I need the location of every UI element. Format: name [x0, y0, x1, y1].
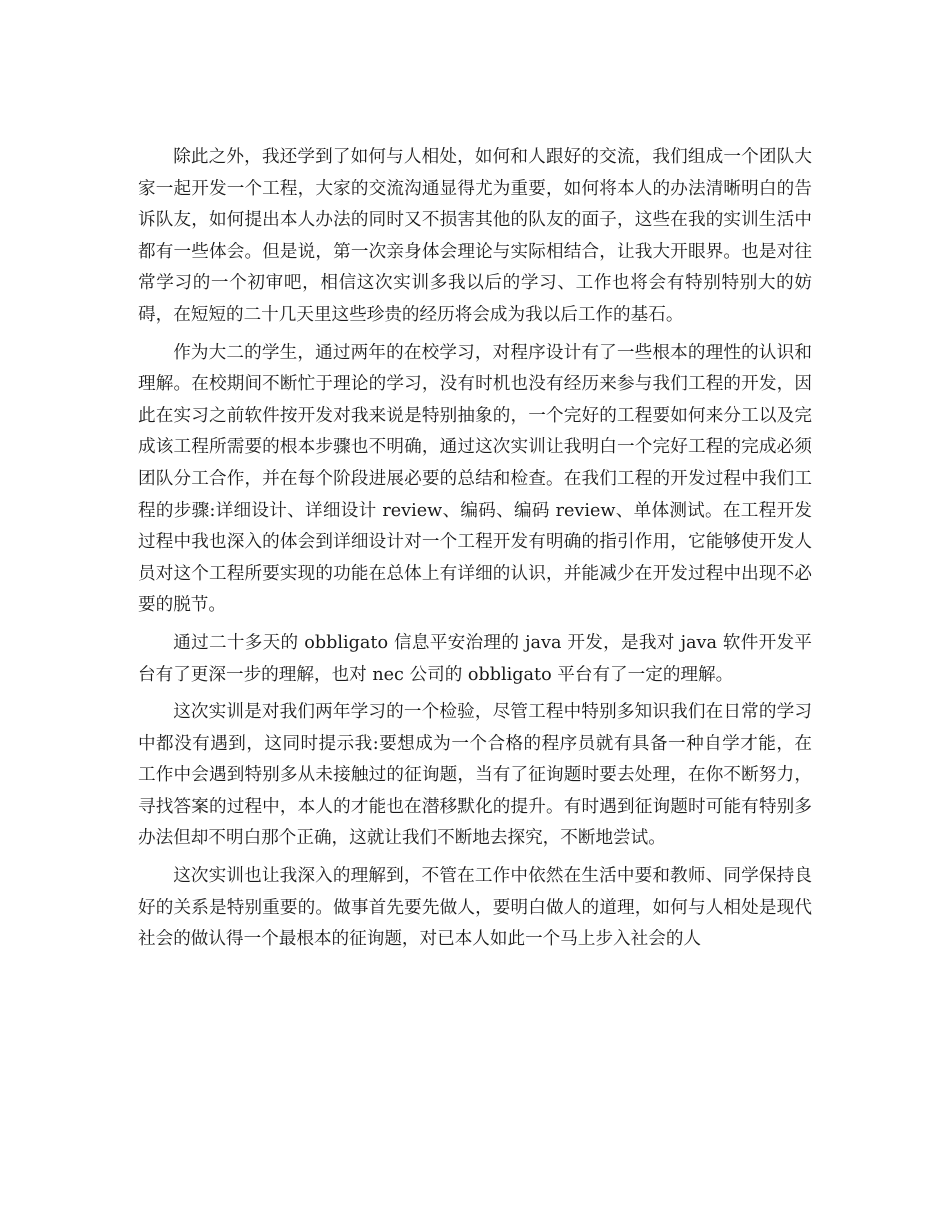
- paragraph-5: 这次实训也让我深入的理解到，不管在工作中依然在生活中要和教师、同学保持良好的关系是特别重要的。做事首先要先做人，要明白做人的道理，如何与人相处是现代社会的做认得一个最根本的征询题，对已本人如此一个马上步入社会的人: [138, 866, 812, 950]
- paragraph-4: 这次实训是对我们两年学习的一个检验，尽管工程中特别多知识我们在日常的学习中都没有遇到，这同时提示我:要想成为一个合格的程序员就有具备一种自学才能，在工作中会遇到特别多从未接触过的征询题，当有了征询题时要去处理，在你不断努力，寻找答案的过程中，本人的才能也在潜移默化的提升。有时遇到征询题时可能有特别多办法但却不明白那个正确，这就让我们不断地去探究，不断地尝试。: [138, 702, 812, 849]
- paragraph-2: 作为大二的学生，通过两年的在校学习，对程序设计有了一些根本的理性的认识和理解。在校期间不断忙于理论的学习，没有时机也没有经历来参与我们工程的开发，因此在实习之前软件按开发对我来说是特别抽象的，一个完好的工程要如何来分工以及完成该工程所需要的根本步骤也不明确，通过这次实训让我明白一个完好工程的完成必须团队分工合作，并在每个阶段进展必要的总结和检查。在我们工程的开发过程中我们工程的步骤:详细设计、详细设计 review、编码、编码 review、单体测试。在工程开发过程中我也深入的体会到详细设计对一个工程开发有明确的指引作用，它能够使开发人员对这个工程所要实现的功能在总体上有详细的认识，并能减少在开发过程中出现不必要的脱节。: [138, 342, 812, 616]
- document-body: [138, 142, 812, 962]
- paragraph-1: 除此之外，我还学到了如何与人相处，如何和人跟好的交流，我们组成一个团队大家一起开发一个工程，大家的交流沟通显得尤为重要，如何将本人的办法清晰明白的告诉队友，如何提出本人办法的同时又不损害其他的队友的面子，这些在我的实训生活中都有一些体会。但是说，第一次亲身体会理论与实际相结合，让我大开眼界。也是对往常学习的一个初审吧，相信这次实训多我以后的学习、工作也将会有特别特别大的妨碍，在短短的二十几天里这些珍贵的经历将会成为我以后工作的基石。: [138, 147, 812, 325]
- paragraph-3: 通过二十多天的 obbligato 信息平安治理的 java 开发，是我对 java 软件开发平台有了更深一步的理解，也对 nec 公司的 obbligato 平台有了一定的理解。: [138, 632, 812, 685]
